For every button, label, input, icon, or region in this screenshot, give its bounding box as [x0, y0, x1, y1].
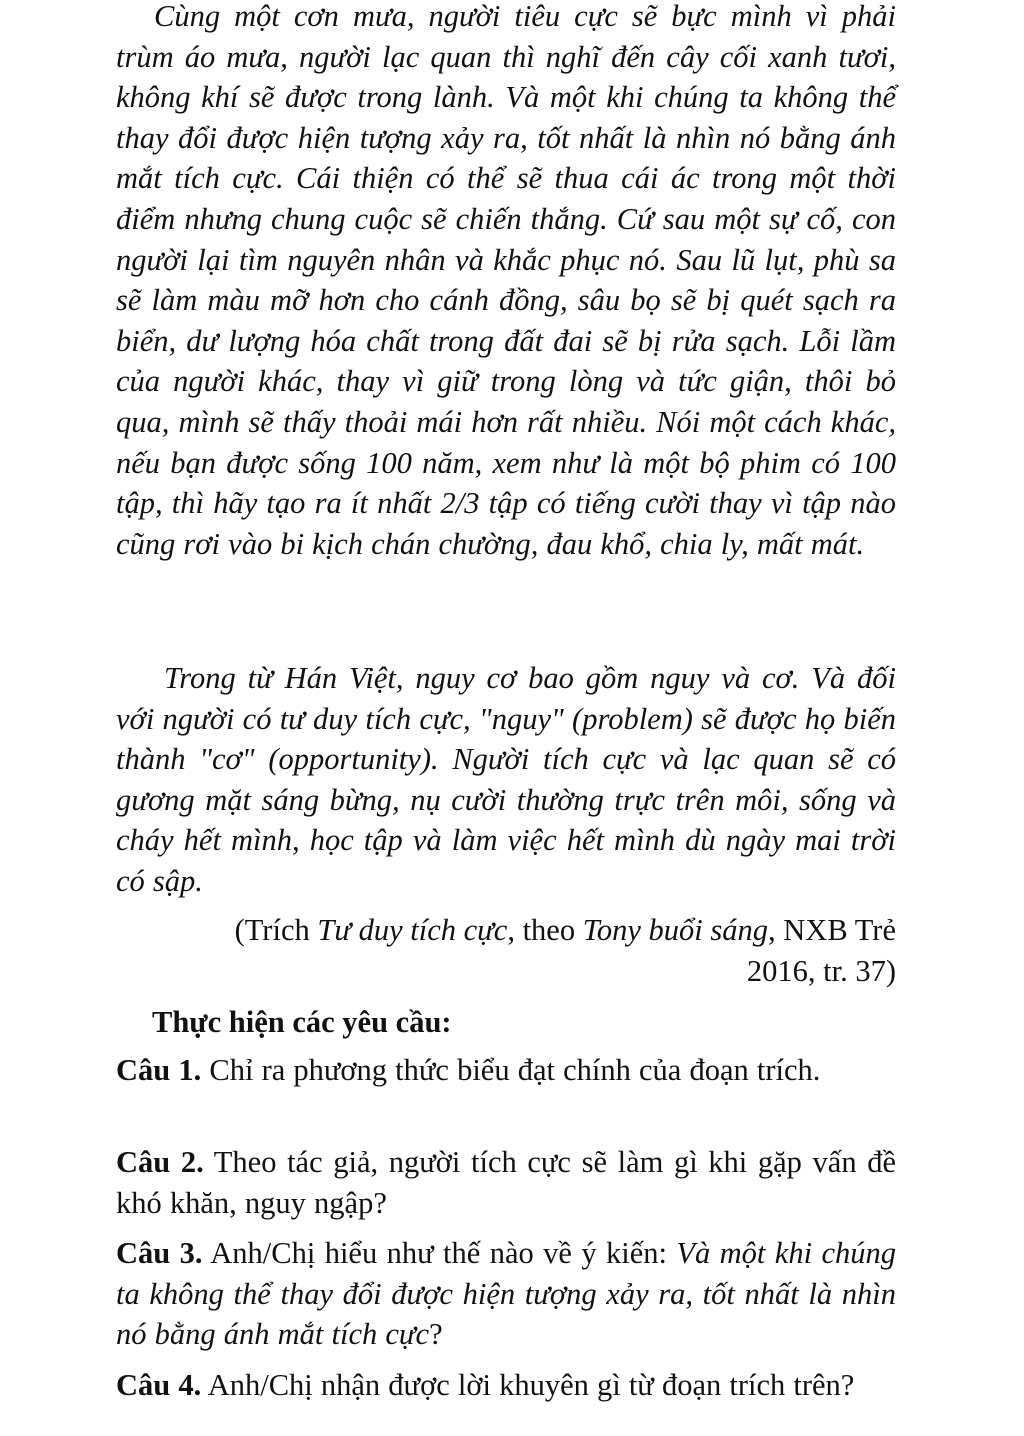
- citation-open: (Trích: [234, 913, 318, 947]
- question-2-text: Theo tác giả, người tích cực sẽ làm gì khi gặp vấn đề khó khăn, nguy ngập?: [116, 1145, 896, 1220]
- question-2: [116, 1142, 896, 1223]
- source-citation: [116, 910, 896, 991]
- citation-author: Tony buổi sáng: [582, 913, 769, 947]
- question-3-text: Anh/Chị hiểu như thế nào về ý kiến:: [202, 1236, 677, 1270]
- question-4-text: Anh/Chị nhận được lời khuyên gì từ đoạn trích trên?: [201, 1368, 855, 1402]
- passage-paragraph-1: Cùng một cơn mưa, người tiêu cực sẽ bực mình vì phải trùm áo mưa, người lạc quan thì nghĩ đến cây cối xanh tươi, không khí sẽ được trong lành. Và một khi chúng ta không thể thay đổi được hiện tượng xảy ra, tốt nhất là nhìn nó bằng ánh mắt tích cực. Cái thiện có thể sẽ thua cái ác trong một thời điểm nhưng chung cuộc sẽ chiến thắng. Cứ sau một sự cố, con người lại tìm nguyên nhân và khắc phục nó. Sau lũ lụt, phù sa sẽ làm màu mỡ hơn cho cánh đồng, sâu bọ sẽ bị quét sạch ra biển, dư lượng hóa chất trong đất đai sẽ bị rửa sạch. Lỗi lầm của người khác, thay vì giữ trong lòng và tức giận, thôi bỏ qua, mình sẽ thấy thoải mái hơn rất nhiều. Nói một cách khác, nếu bạn được sống 100 năm, xem như là một bộ phim có 100 tập, thì hãy tạo ra ít nhất 2/3 tập có tiếng cười thay vì tập nào cũng rơi vào bi kịch chán chường, đau khổ, chia ly, mất mát.: [116, 0, 896, 561]
- question-1-text: Chỉ ra phương thức biểu đạt chính của đoạn trích.: [201, 1053, 821, 1087]
- citation-publisher: , NXB Trẻ: [768, 913, 896, 947]
- question-3: [116, 1233, 896, 1355]
- question-3-label: Câu 3.: [116, 1236, 203, 1270]
- question-1: [116, 1050, 896, 1091]
- document-page: [116, 0, 896, 1436]
- citation-work-title: Tư duy tích cực: [317, 913, 508, 947]
- question-3-end: ?: [429, 1317, 443, 1352]
- question-1-label: Câu 1.: [116, 1053, 202, 1087]
- citation-year-page: 2016, tr. 37): [746, 953, 896, 988]
- passage-paragraph-2: Trong từ Hán Việt, nguy cơ bao gồm nguy và cơ. Và đối với người có tư duy tích cực, "nguy" (problem) sẽ được họ biến thành "cơ" (opportunity). Người tích cực và lạc quan sẽ có gương mặt sáng bừng, nụ cười thường trực trên môi, sống và cháy hết mình, học tập và làm việc hết mình dù ngày mai trời có sập.: [116, 661, 896, 898]
- question-2-label: Câu 2.: [116, 1145, 204, 1179]
- tasks-heading: Thực hiện các yêu cầu:: [152, 1005, 452, 1039]
- question-4-label: Câu 4.: [116, 1368, 202, 1402]
- citation-line-1: [116, 910, 896, 951]
- citation-mid: , theo: [507, 913, 583, 947]
- question-3-quote: Và một khi chúng ta không thể thay đổi được hiện tượng xảy ra, tốt nhất là nhìn nó bằng ánh mắt tích cực: [116, 1236, 896, 1352]
- question-4: [116, 1365, 896, 1406]
